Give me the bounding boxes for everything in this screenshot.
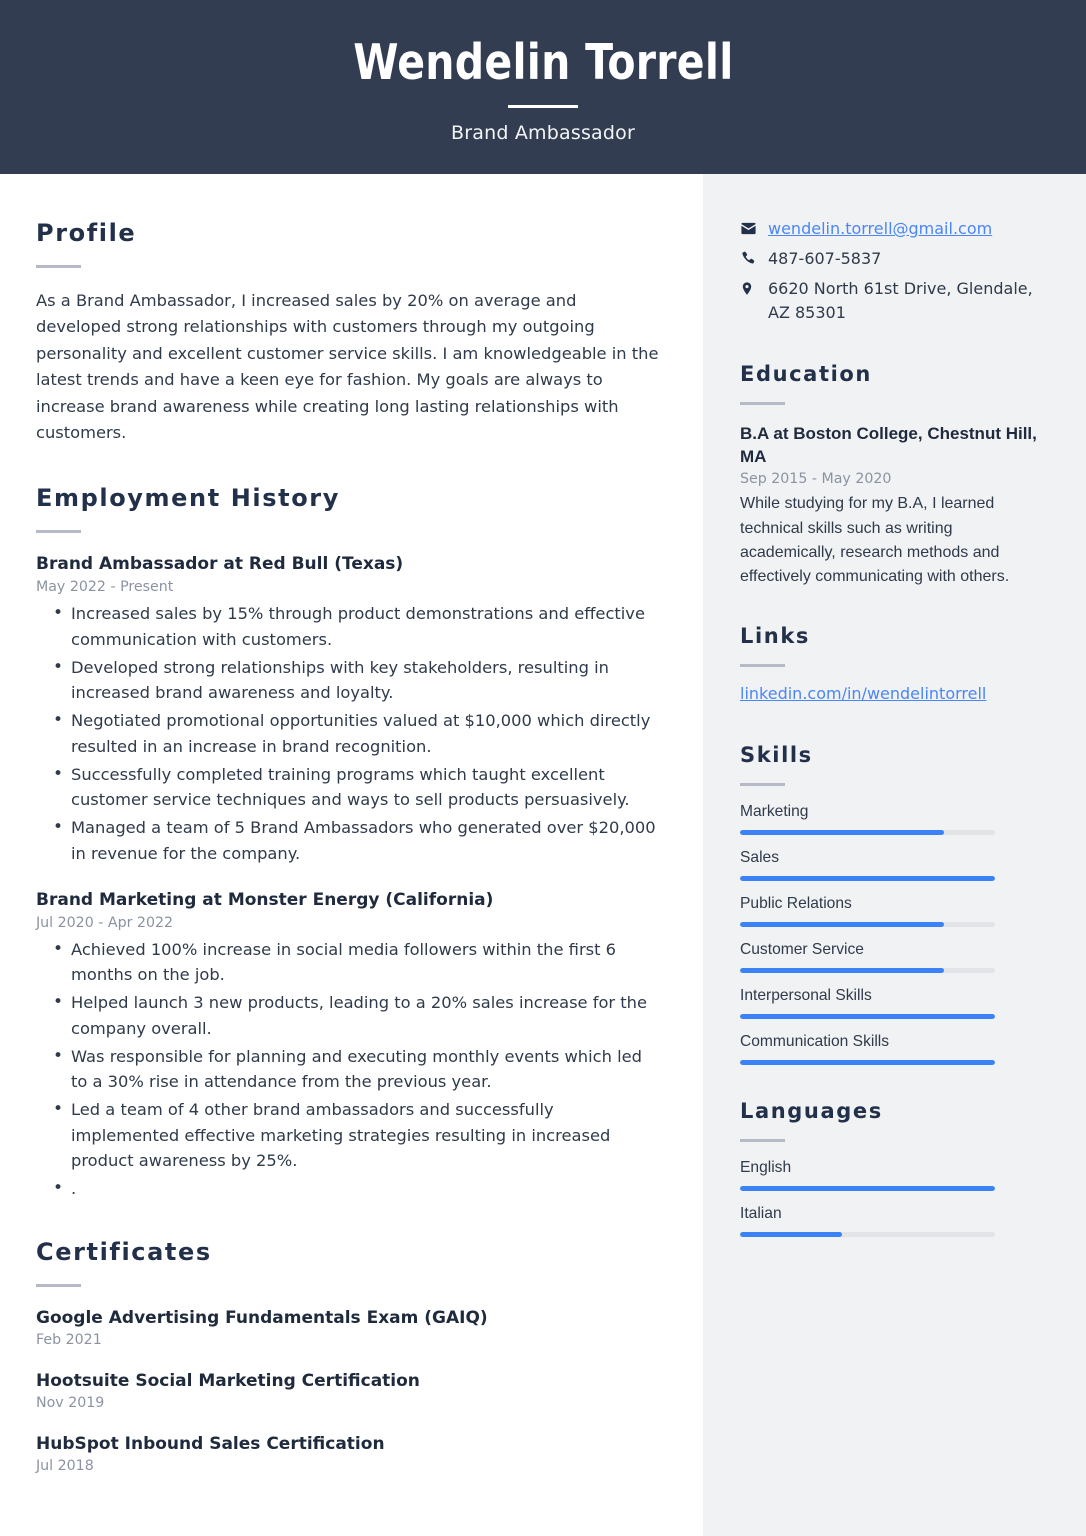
- linkedin-link[interactable]: linkedin.com/in/wendelintorrell: [740, 683, 987, 703]
- certificates-heading: Certificates: [36, 1237, 212, 1266]
- skill-label: Public Relations: [740, 894, 852, 912]
- job-bullet: • Negotiated promotional opportunities valued at $10,000 which directly resulted in an increase in brand recognition.: [36, 708, 659, 759]
- main-column: [0, 174, 703, 1536]
- language-bar-fill: [740, 1232, 842, 1237]
- job-bullet: • .: [36, 1176, 659, 1202]
- candidate-name: Wendelin Torrell: [352, 33, 734, 91]
- job-bullet: • Achieved 100% increase in social media followers within the first 6 months on the job.: [36, 937, 659, 988]
- contact-row: [740, 277, 1040, 323]
- section-divider: [36, 530, 81, 533]
- envelope-icon: [740, 217, 762, 237]
- languages-section: [740, 1099, 1040, 1237]
- skill-label: Marketing: [740, 802, 809, 820]
- skill-bar-track: [740, 1014, 995, 1019]
- job-entry: [36, 553, 659, 866]
- skill-label: Communication Skills: [740, 1032, 890, 1050]
- profile-section: [36, 219, 659, 446]
- sidebar-column: [703, 174, 1086, 1536]
- contact-row: [740, 247, 1040, 270]
- job-bullet: • Successfully completed training programs which taught excellent customer service techniques and ways to sell products persuasively.: [36, 762, 659, 813]
- skill-bar-fill: [740, 968, 944, 973]
- education-section: [740, 362, 1040, 590]
- job-bullet: • Managed a team of 5 Brand Ambassadors who generated over $20,000 in revenue for the company.: [36, 815, 659, 866]
- employment-heading: Employment History: [36, 484, 340, 513]
- skills-heading: Skills: [740, 742, 813, 767]
- header-divider: [508, 105, 578, 108]
- phone-icon: [740, 247, 762, 266]
- resume-body: [0, 174, 1086, 1536]
- language: [740, 1205, 1040, 1237]
- job-bullet: • Developed strong relationships with key stakeholders, resulting in increased brand awareness and loyalty.: [36, 655, 659, 706]
- skill-bar-track: [740, 968, 995, 973]
- education-title: B.A at Boston College, Chestnut Hill, MA: [740, 423, 1037, 467]
- job-bullet: • Was responsible for planning and executing monthly events which led to a 30% rise in attendance from the previous year.: [36, 1044, 659, 1095]
- skill-bar-track: [740, 922, 995, 927]
- job-bullet-list: [36, 601, 659, 866]
- link-item: [740, 684, 1040, 703]
- skill-bar-fill: [740, 830, 944, 835]
- certificate-entry: [36, 1307, 659, 1348]
- section-divider: [36, 1284, 81, 1287]
- skill-bar-track: [740, 1060, 995, 1065]
- contact-email-link[interactable]: wendelin.torrell@gmail.com: [768, 219, 993, 238]
- certificate-title: HubSpot Inbound Sales Certification: [36, 1433, 385, 1454]
- education-date: Sep 2015 - May 2020: [740, 471, 892, 488]
- resume-header: [0, 0, 1086, 174]
- skill-bar-track: [740, 830, 995, 835]
- certificate-date: Feb 2021: [36, 1331, 102, 1348]
- skill-label: Interpersonal Skills: [740, 986, 872, 1004]
- section-divider: [740, 1139, 785, 1142]
- skill-bar-fill: [740, 922, 944, 927]
- profile-text: As a Brand Ambassador, I increased sales by 20% on average and developed strong relationships with customers through my outgoing personality and excellent customer service skills. I am knowledgeable in the latest trends and have a keen eye for fashion. My goals are always to increase brand awareness while creating long lasting relationships with customers.: [36, 291, 659, 442]
- job-date: Jul 2020 - Apr 2022: [36, 914, 174, 931]
- certificate-list: [36, 1307, 659, 1474]
- certificate-entry: [36, 1370, 659, 1411]
- education-description: While studying for my B.A, I learned technical skills such as writing academically, research methods and effectively communicating with others.: [740, 495, 1010, 586]
- skill-list: [740, 803, 1040, 1065]
- contact-row: [740, 217, 1040, 240]
- certificates-section: [36, 1238, 659, 1474]
- job-bullet: • Led a team of 4 other brand ambassadors and successfully implemented effective marketing strategies resulting in increased product awareness by 25%.: [36, 1097, 659, 1174]
- skill-bar-fill: [740, 1014, 995, 1019]
- job-bullet: • Helped launch 3 new products, leading to a 20% sales increase for the company overall.: [36, 990, 659, 1041]
- certificate-date: Jul 2018: [36, 1457, 94, 1474]
- section-divider: [740, 402, 785, 405]
- skill: [740, 987, 1040, 1019]
- location-pin-icon: [740, 277, 762, 297]
- job-list: [36, 553, 659, 1202]
- section-divider: [740, 664, 785, 667]
- languages-heading: Languages: [740, 1098, 883, 1123]
- skill: [740, 1033, 1040, 1065]
- job-date: May 2022 - Present: [36, 579, 174, 596]
- links-heading: Links: [740, 623, 810, 648]
- link-list: [740, 684, 1040, 703]
- contact-phone: 487-607-5837: [768, 249, 882, 269]
- employment-section: [36, 484, 659, 1202]
- language-list: [740, 1159, 1040, 1237]
- certificate-entry: [36, 1433, 659, 1474]
- job-title: Brand Marketing at Monster Energy (California): [36, 889, 494, 910]
- skill-bar-track: [740, 876, 995, 881]
- section-divider: [740, 783, 785, 786]
- skills-section: [740, 743, 1040, 1065]
- skill: [740, 895, 1040, 927]
- contact-list: [740, 217, 1040, 324]
- links-section: [740, 624, 1040, 703]
- skill-label: Sales: [740, 848, 780, 866]
- certificate-title: Google Advertising Fundamentals Exam (GAIQ): [36, 1307, 488, 1328]
- contact-address: 6620 North 61st Drive, Glendale, AZ 85301: [768, 279, 1033, 322]
- education-heading: Education: [740, 361, 872, 386]
- certificate-date: Nov 2019: [36, 1394, 105, 1411]
- certificate-title: Hootsuite Social Marketing Certification: [36, 1370, 420, 1391]
- skill: [740, 941, 1040, 973]
- language-bar-track: [740, 1186, 995, 1191]
- job-title: Brand Ambassador at Red Bull (Texas): [36, 554, 404, 575]
- job-entry: [36, 889, 659, 1202]
- language: [740, 1159, 1040, 1191]
- section-divider: [36, 265, 81, 268]
- skill-label: Customer Service: [740, 940, 864, 958]
- language-label: English: [740, 1158, 792, 1176]
- skill-bar-fill: [740, 1060, 995, 1065]
- language-bar-track: [740, 1232, 995, 1237]
- job-bullet: • Increased sales by 15% through product demonstrations and effective communication with customers.: [36, 601, 659, 652]
- skill: [740, 803, 1040, 835]
- skill-bar-fill: [740, 876, 995, 881]
- skill: [740, 849, 1040, 881]
- job-bullet-list: [36, 937, 659, 1202]
- profile-heading: Profile: [36, 219, 137, 247]
- language-bar-fill: [740, 1186, 995, 1191]
- language-label: Italian: [740, 1204, 782, 1222]
- candidate-role: Brand Ambassador: [451, 122, 635, 145]
